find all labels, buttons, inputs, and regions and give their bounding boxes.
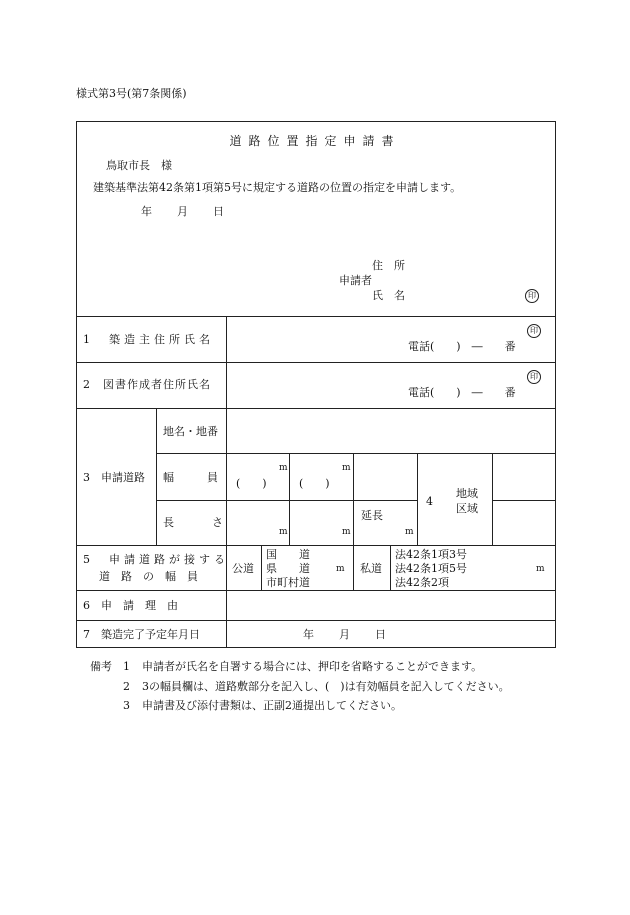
applicant-label: 申請者 (339, 274, 372, 287)
r3-length-label2: さ (212, 516, 223, 529)
r3-label: 3 申請道路 (83, 471, 145, 484)
r5-divider-2 (353, 545, 354, 590)
form-title: 道路位置指定申請書 (229, 134, 401, 148)
r3-cell-divider-3 (417, 453, 418, 545)
r3-cell-divider-1 (289, 453, 290, 545)
r2-label: 2 図書作成者住所氏名 (83, 378, 211, 391)
r5-public-road: 公道 (232, 562, 254, 575)
r3-zone-label-1: 地域 (456, 487, 478, 500)
r5-law-2: 法42条1項5号 (395, 562, 467, 575)
name-label: 氏 名 (372, 289, 405, 302)
divider-r3 (76, 408, 556, 409)
r5-divider-3 (390, 545, 391, 590)
remark-2-text: 3の幅員欄は、道路敷部分を記入し、( )は有効幅員を記入してください。 (142, 680, 510, 693)
r5-law-1: 法42条1項3号 (395, 548, 467, 561)
r1-phone: 電話( ) ― 番 (408, 340, 516, 353)
r3-subcolumn-divider (156, 408, 157, 545)
remark-1-num: 1 (123, 660, 130, 673)
r3-zone-label-2: 区域 (456, 502, 478, 515)
r1-label: 1 築造主住所氏名 (83, 333, 214, 346)
divider-r2 (76, 362, 556, 363)
divider-r7 (76, 620, 556, 621)
r3-width-label2: 員 (207, 471, 218, 484)
label-column-divider (226, 316, 227, 620)
r5-label-line2: 道 路 の 幅 員 (99, 570, 198, 583)
r7-day: 日 (375, 628, 386, 641)
r7-label: 7 築造完了予定年月日 (83, 628, 200, 641)
statement: 建築基準法第42条第1項第5号に規定する道路の位置の指定を申請します。 (93, 181, 462, 194)
r3-cell-divider-2 (353, 453, 354, 545)
remark-3-num: 3 (123, 699, 130, 712)
r5-private-road: 私道 (360, 562, 382, 575)
r3-extension-unit: m (405, 527, 414, 537)
divider-r5 (76, 545, 556, 546)
r3-length-label: 長 (163, 516, 174, 529)
r3-width-label: 幅 (163, 471, 174, 484)
remark-1-text: 申請者が氏名を自署する場合には、押印を省略することができます。 (142, 660, 483, 673)
date-year: 年 (141, 205, 152, 218)
r5-prefectural: 県 道 (266, 562, 310, 575)
form-id: 様式第3号(第7条関係) (76, 87, 187, 100)
divider-r1 (76, 316, 556, 317)
r3-zone-num: 4 (426, 495, 433, 508)
r5-label-line1: 5 申請道路が接する (83, 553, 229, 566)
divider-r3-place (156, 453, 556, 454)
r3-length-unit-1: m (279, 527, 288, 537)
r3-place-label: 地名・地番 (163, 425, 218, 438)
divider-r6 (76, 590, 556, 591)
r2-seal-icon: 印 (527, 370, 541, 384)
r3-length-unit-2: m (342, 527, 351, 537)
label-column-divider-r7 (226, 620, 227, 648)
r2-phone: 電話( ) ― 番 (408, 386, 516, 399)
addressee: 鳥取市長 様 (106, 159, 172, 172)
r5-law-3: 法42条2項 (395, 576, 449, 589)
r3-width-unit-1: m (279, 463, 288, 473)
r3-width-unit-2: m (342, 463, 351, 473)
r5-divider-1 (261, 545, 262, 590)
r6-label: 6 申 請 理 由 (83, 599, 178, 612)
date-day: 日 (213, 205, 224, 218)
r5-private-unit: m (536, 564, 545, 574)
applicant-seal-icon: 印 (525, 289, 539, 303)
remark-3-text: 申請書及び添付書類は、正副2通提出してください。 (142, 699, 402, 712)
r3-extension-label: 延長 (361, 509, 383, 522)
remark-2-num: 2 (123, 680, 130, 693)
r5-municipal: 市町村道 (266, 576, 310, 589)
r1-seal-icon: 印 (527, 324, 541, 338)
r5-national: 国 道 (266, 548, 310, 561)
date-month: 月 (177, 205, 188, 218)
r7-year: 年 (303, 628, 314, 641)
remarks-label: 備考 (90, 660, 112, 673)
r7-month: 月 (339, 628, 350, 641)
r3-width-effective-2: ( ) (299, 477, 330, 490)
r3-width-effective-1: ( ) (236, 477, 267, 490)
divider-r3-width (156, 500, 417, 501)
divider-r3-zone (492, 500, 556, 501)
address-label: 住 所 (372, 259, 405, 272)
r5-public-unit: m (336, 564, 345, 574)
r3-cell-divider-4 (492, 453, 493, 545)
